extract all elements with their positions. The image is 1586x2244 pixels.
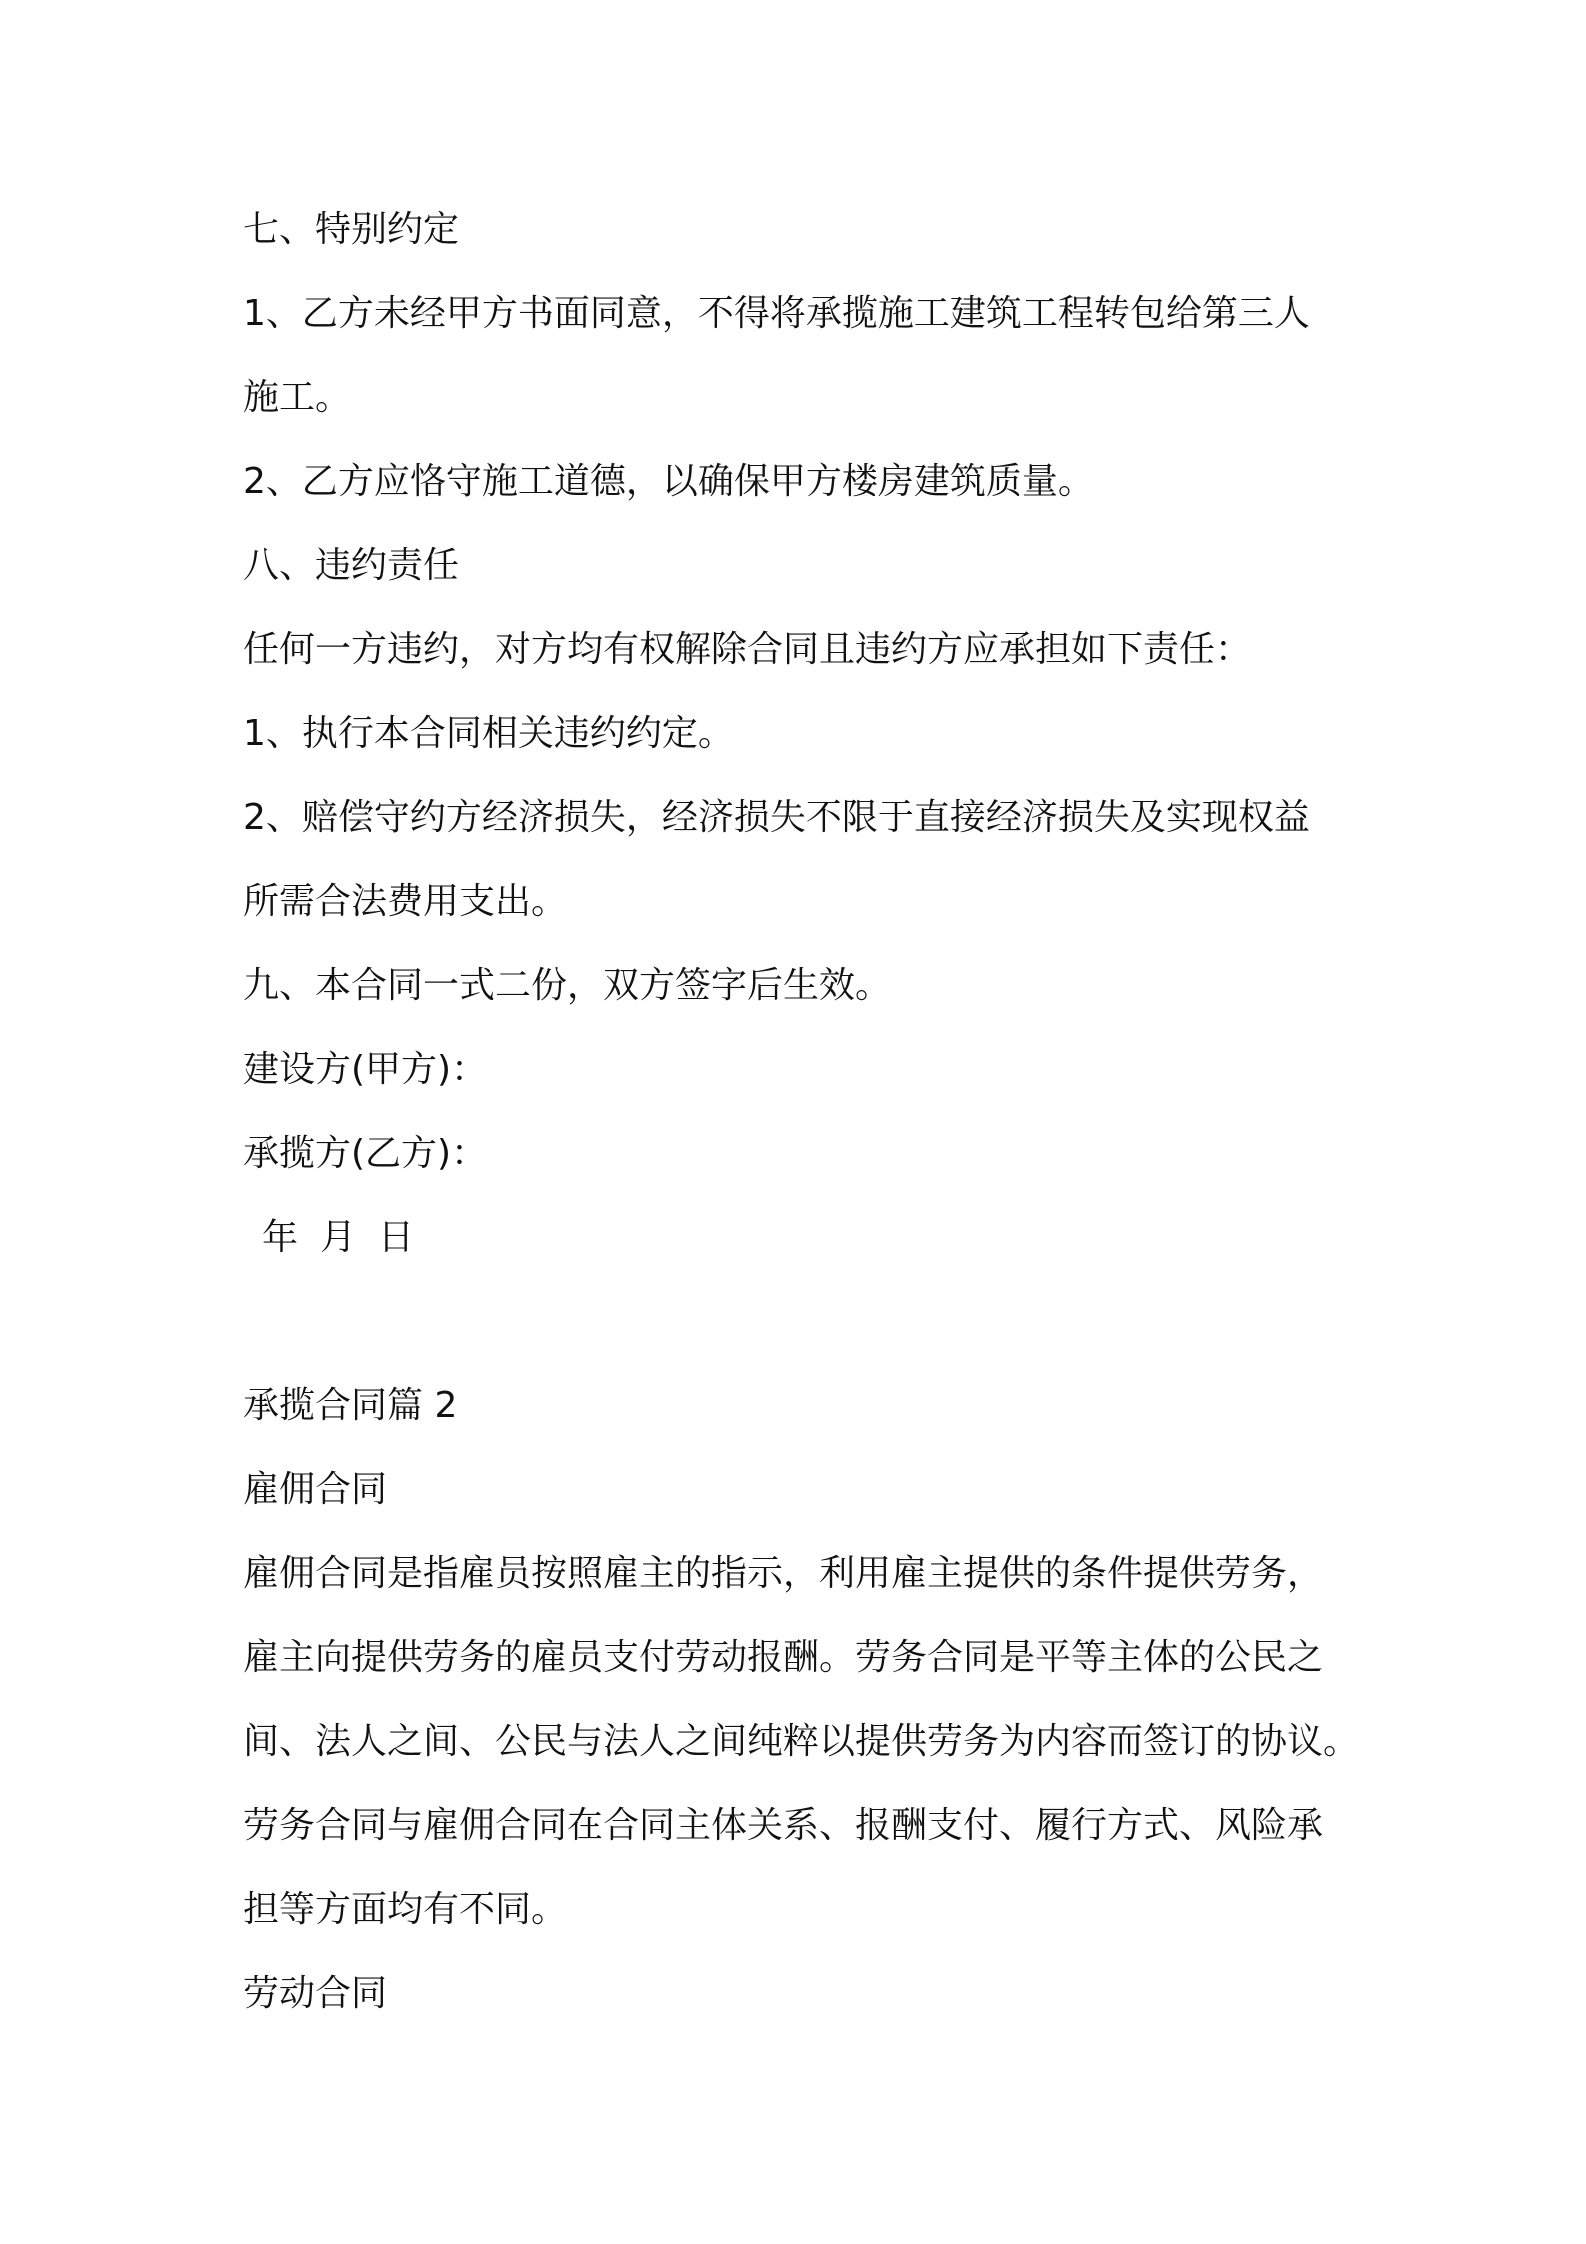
clause-8-1: 1、执行本合同相关违约约定。 — [243, 713, 734, 754]
paragraph-line-4: 劳务合同与雇佣合同在合同主体关系、报酬支付、履行方式、风险承 — [243, 1805, 1324, 1846]
section-7-heading: 七、特别约定 — [243, 209, 460, 250]
clause-7-1-line-2: 施工。 — [243, 377, 352, 418]
section-9: 九、本合同一式二份，双方签字后生效。 — [243, 965, 892, 1006]
date-day: 日 — [378, 1217, 415, 1258]
article-2-title: 承揽合同篇 2 — [243, 1385, 458, 1426]
paragraph-line-1: 雇佣合同是指雇员按照雇主的指示，利用雇主提供的条件提供劳务， — [243, 1553, 1324, 1594]
party-b-label: 承揽方(乙方)： — [243, 1133, 488, 1174]
paragraph-line-5: 担等方面均有不同。 — [243, 1889, 568, 1930]
date-line — [262, 1216, 1382, 1260]
paragraph-line-3: 间、法人之间、公民与法人之间纯粹以提供劳务为内容而签订的协议。 — [243, 1721, 1360, 1762]
date-year: 年 — [262, 1217, 299, 1258]
clause-7-2: 2、乙方应恪守施工道德，以确保甲方楼房建筑质量。 — [243, 461, 1094, 502]
employment-contract-heading: 雇佣合同 — [243, 1469, 388, 1510]
date-month: 月 — [320, 1217, 357, 1258]
party-a-label: 建设方(甲方)： — [243, 1049, 488, 1090]
section-8-intro: 任何一方违约，对方均有权解除合同且违约方应承担如下责任： — [243, 629, 1252, 670]
clause-8-2-line-2: 所需合法费用支出。 — [243, 881, 568, 922]
section-8-heading: 八、违约责任 — [243, 545, 460, 586]
clause-8-2-line-1: 2、赔偿守约方经济损失，经济损失不限于直接经济损失及实现权益 — [243, 797, 1310, 838]
paragraph-line-2: 雇主向提供劳务的雇员支付劳动报酬。劳务合同是平等主体的公民之 — [243, 1637, 1324, 1678]
clause-7-1-line-1: 1、乙方未经甲方书面同意，不得将承揽施工建筑工程转包给第三人 — [243, 293, 1310, 334]
labor-contract-heading: 劳动合同 — [243, 1973, 388, 2014]
